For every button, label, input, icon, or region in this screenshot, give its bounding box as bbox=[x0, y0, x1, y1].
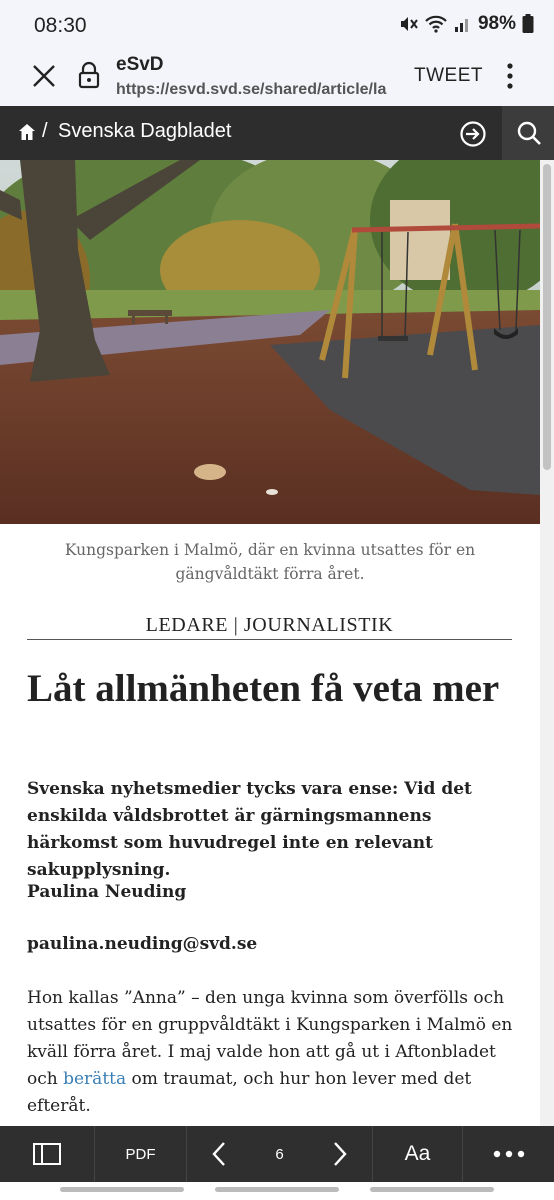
article-lead: Svenska nyhetsmedier tycks vara ense: Vid det enskilda våldsbrottet är gärningsmannens härkomst som huvudregel inte en relevant sakupplysning. bbox=[27, 779, 472, 880]
gesture-pill-center[interactable] bbox=[215, 1187, 339, 1192]
status-icons bbox=[398, 13, 534, 35]
text-size-button[interactable]: Aa bbox=[373, 1126, 463, 1182]
navigation-gesture-bar bbox=[0, 1182, 554, 1200]
more-menu-button[interactable] bbox=[463, 1126, 554, 1182]
author-name: Paulina Neuding bbox=[27, 882, 187, 902]
search-button[interactable] bbox=[502, 106, 554, 160]
battery-percent: 98% bbox=[477, 13, 516, 34]
sidebar-icon bbox=[33, 1143, 61, 1165]
tweet-button[interactable]: TWEET bbox=[414, 65, 483, 86]
page-number: 6 bbox=[275, 1145, 284, 1163]
url-text[interactable]: https://esvd.svd.se/shared/article/la bbox=[116, 81, 387, 98]
home-icon[interactable] bbox=[18, 123, 36, 141]
breadcrumb-separator: / bbox=[42, 120, 48, 142]
next-page-icon[interactable] bbox=[331, 1140, 349, 1168]
scrollbar[interactable] bbox=[540, 160, 554, 1126]
browser-toolbar bbox=[0, 52, 554, 106]
status-time: 08:30 bbox=[34, 14, 87, 37]
site-name-link[interactable]: Svenska Dagbladet bbox=[58, 120, 232, 142]
body-text-start: Hon kallas ”Anna” – den unga kvinna som överfölls och utsattes för en gruppvåldtäkt i Kungsparken i Malmö en kväll förra året. I maj valde hon att gå ut i Aftonbladet och bbox=[27, 988, 513, 1089]
article-section-label: LEDARE | JOURNALISTIK bbox=[27, 614, 512, 640]
signal-icon bbox=[454, 14, 472, 34]
scrollbar-thumb[interactable] bbox=[543, 164, 551, 470]
article-body bbox=[27, 985, 522, 1120]
status-bar bbox=[0, 0, 554, 52]
article-hero-image bbox=[0, 160, 540, 524]
body-text-end: om traumat, och hur hon lever med det efteråt. bbox=[27, 1069, 472, 1116]
pdf-button[interactable]: PDF bbox=[95, 1126, 187, 1182]
mute-icon bbox=[398, 14, 418, 34]
lock-icon[interactable] bbox=[78, 61, 100, 89]
wifi-icon bbox=[424, 14, 448, 34]
image-caption: Kungsparken i Malmö, där en kvinna utsattes för en gängvåldtäkt förra året. bbox=[64, 541, 476, 583]
page-title: eSvD bbox=[116, 54, 164, 75]
login-icon[interactable] bbox=[459, 120, 487, 148]
gesture-pill-right[interactable] bbox=[370, 1187, 494, 1192]
search-icon bbox=[516, 120, 542, 146]
page-navigator bbox=[187, 1126, 373, 1182]
author-email[interactable]: paulina.neuding@svd.se bbox=[27, 934, 258, 954]
article-headline: Låt allmänheten få veta mer bbox=[27, 667, 500, 710]
battery-icon bbox=[522, 14, 534, 34]
close-icon[interactable] bbox=[30, 62, 58, 90]
more-options-icon[interactable] bbox=[500, 61, 520, 91]
gesture-pill-left[interactable] bbox=[60, 1187, 184, 1192]
reader-toolbar bbox=[0, 1126, 554, 1182]
berätta-link[interactable]: berätta bbox=[63, 1069, 127, 1089]
sidebar-toggle-button[interactable] bbox=[0, 1126, 95, 1182]
previous-page-icon[interactable] bbox=[210, 1140, 228, 1168]
site-header bbox=[0, 106, 554, 160]
more-horizontal-icon bbox=[493, 1149, 525, 1159]
